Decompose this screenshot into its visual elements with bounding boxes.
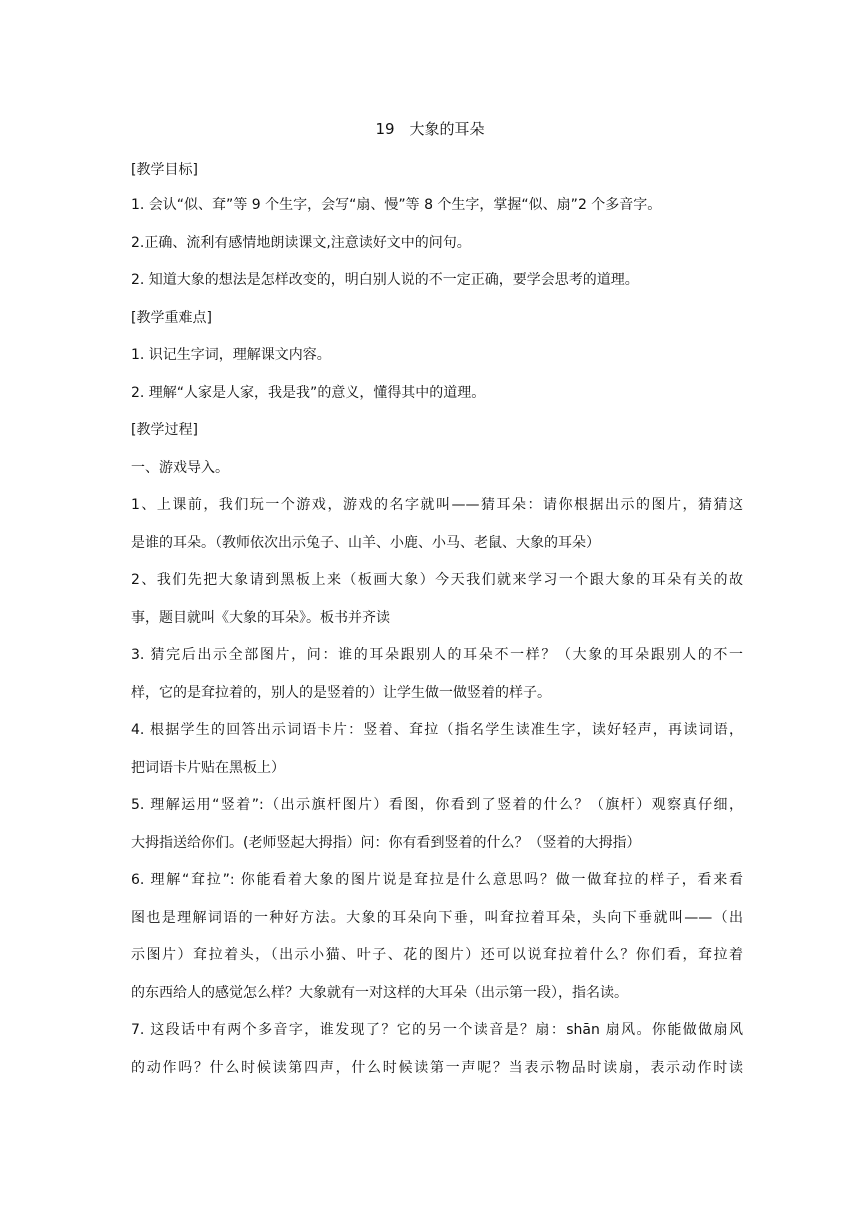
text-line: 2. 知道大象的想法是怎样改变的，明白别人说的不一定正确，要学会思考的道理。 — [131, 272, 639, 288]
section-heading-key-points: [教学重难点] — [131, 310, 212, 326]
text-line: 5. 理解运用“竖着”:（出示旗杆图片）看图，你看到了竖着的什么？（旗杆）观察真仔细， — [131, 797, 743, 813]
document-title: 19 大象的耳朵 — [375, 120, 485, 138]
text-line: 1、上课前，我们玩一个游戏，游戏的名字就叫——猜耳朵：请你根据出示的图片，猜猜这 — [131, 497, 743, 513]
text-line: 样，它的是耷拉着的，别人的是竖着的）让学生做一做竖着的样子。 — [131, 685, 551, 701]
text-line: 大拇指送给你们。(老师竖起大拇指）问：你有看到竖着的什么？（竖着的大拇指） — [131, 835, 641, 851]
text-line: 的动作吗？什么时候读第四声，什么时候读第一声呢？当表示物品时读扇，表示动作时读 — [131, 1060, 743, 1076]
text-line: 示图片）耷拉着头，（出示小猫、叶子、花的图片）还可以说耷拉着什么？你们看，耷拉着 — [131, 947, 743, 963]
text-line: 1. 会认“似、耷”等 9 个生字，会写“扇、慢”等 8 个生字，掌握“似、扇”2 个多音字。 — [131, 197, 662, 213]
text-line: 2. 理解“人家是人家，我是我”的意义，懂得其中的道理。 — [131, 385, 486, 401]
section-heading-objectives: [教学目标] — [131, 162, 198, 178]
section-heading-process: [教学过程] — [131, 422, 198, 438]
text-line: 一、游戏导入。 — [131, 460, 229, 476]
text-line: 事，题目就叫《大象的耳朵》。板书并齐读 — [131, 610, 390, 626]
text-line: 是谁的耳朵。（教师依次出示兔子、山羊、小鹿、小马、老鼠、大象的耳朵） — [131, 535, 600, 551]
text-line: 2、我们先把大象请到黑板上来（板画大象）今天我们就来学习一个跟大象的耳朵有关的故 — [131, 572, 743, 588]
text-line: 的东西给人的感觉怎么样？大象就有一对这样的大耳朵（出示第一段），指名读。 — [131, 985, 628, 1001]
text-line: 4. 根据学生的回答出示词语卡片：竖着、耷拉（指名学生读准生字，读好轻声，再读词语， — [131, 722, 743, 738]
text-line: 1. 识记生字词，理解课文内容。 — [131, 347, 331, 363]
text-line: 2.正确、流利有感情地朗读课文,注意读好文中的问句。 — [131, 235, 471, 251]
text-line: 把词语卡片贴在黑板上） — [131, 760, 285, 776]
text-line: 图也是理解词语的一种好方法。大象的耳朵向下垂，叫耷拉着耳朵，头向下垂就叫——（出 — [131, 910, 743, 926]
text-line: 7. 这段话中有两个多音字，谁发现了？它的另一个读音是？扇：shān 扇风。你能做做扇风 — [131, 1022, 743, 1038]
text-line: 6. 理解“耷拉”: 你能看着大象的图片说是耷拉是什么意思吗？做一做耷拉的样子，看来看 — [131, 872, 743, 888]
text-line: 3. 猜完后出示全部图片，问：谁的耳朵跟别人的耳朵不一样？（大象的耳朵跟别人的不一 — [131, 647, 743, 663]
